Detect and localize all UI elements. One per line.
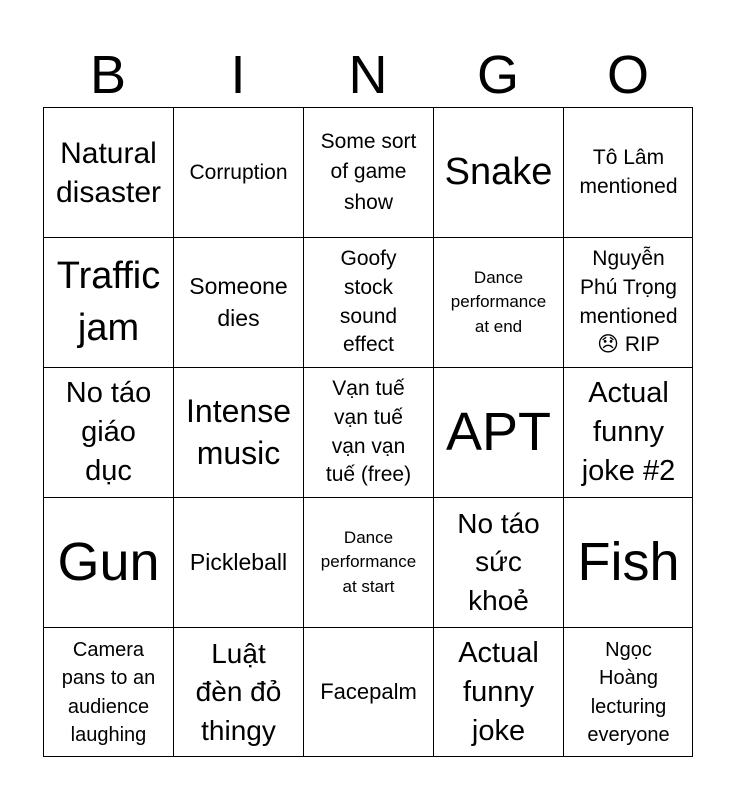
bingo-cell[interactable] xyxy=(563,627,693,757)
cell-text: Tô Lâm mentioned xyxy=(579,146,678,198)
cell-text: Pickleball xyxy=(189,548,288,575)
cell-text: Goofy stock sound effect xyxy=(339,246,398,357)
bingo-cell[interactable] xyxy=(433,367,563,497)
header-letter-o: O xyxy=(606,45,649,105)
cell-text: Ngọc Hoàng lecturing everyone xyxy=(587,638,670,746)
bingo-cell[interactable] xyxy=(173,107,303,237)
cell-text: Fish xyxy=(577,532,680,593)
bingo-cell[interactable] xyxy=(303,497,433,627)
header-letter-b: B xyxy=(89,45,127,105)
cell-text: No táo sức khoẻ xyxy=(457,507,540,616)
bingo-cell[interactable] xyxy=(433,237,563,367)
header-letter-g: G xyxy=(476,45,519,105)
bingo-cell[interactable] xyxy=(303,627,433,757)
bingo-header xyxy=(43,42,693,108)
cell-text: Facepalm xyxy=(320,679,417,705)
cell-text: Vạn tuế vạn tuế vạn vạn tuế (free) xyxy=(325,376,412,487)
bingo-cell[interactable] xyxy=(563,107,693,237)
bingo-cell[interactable] xyxy=(173,497,303,627)
bingo-cell[interactable] xyxy=(43,627,173,757)
bingo-cell[interactable] xyxy=(563,367,693,497)
cell-text: Snake xyxy=(444,150,553,193)
bingo-cell[interactable] xyxy=(173,367,303,497)
cell-text: Traffic jam xyxy=(56,255,161,349)
bingo-cell[interactable] xyxy=(433,497,563,627)
cell-text: Intense music xyxy=(186,392,291,471)
bingo-cell[interactable] xyxy=(173,627,303,757)
bingo-cell[interactable] xyxy=(433,627,563,757)
bingo-cell[interactable] xyxy=(303,237,433,367)
cell-text: Some sort of game show xyxy=(320,129,417,214)
bingo-cell[interactable] xyxy=(563,237,693,367)
cell-text: Camera pans to an audience laughing xyxy=(61,638,156,746)
cell-text: Gun xyxy=(57,532,160,593)
cell-text: Natural disaster xyxy=(55,136,162,209)
bingo-cell[interactable] xyxy=(433,107,563,237)
bingo-cell[interactable] xyxy=(43,497,173,627)
cell-text: Someone dies xyxy=(189,273,288,331)
cell-text: APT xyxy=(445,402,552,463)
cell-text: Actual funny joke #2 xyxy=(581,376,676,488)
bingo-cell[interactable] xyxy=(173,237,303,367)
cell-text: Nguyễn Phú Trọng mentioned 😞 RIP xyxy=(579,246,678,357)
bingo-cell[interactable] xyxy=(303,107,433,237)
cell-text: Corruption xyxy=(189,160,288,184)
bingo-grid xyxy=(43,107,693,757)
bingo-cell[interactable] xyxy=(563,497,693,627)
bingo-cell[interactable] xyxy=(43,237,173,367)
cell-text: Dance performance at end xyxy=(450,267,547,336)
bingo-cell[interactable] xyxy=(43,367,173,497)
header-letter-n: N xyxy=(348,45,388,105)
cell-text: Luật đèn đỏ thingy xyxy=(195,637,282,746)
bingo-cell[interactable] xyxy=(43,107,173,237)
header-letter-i: I xyxy=(230,45,246,105)
bingo-cell[interactable] xyxy=(303,367,433,497)
cell-text: Dance performance at start xyxy=(320,527,417,596)
cell-text: Actual funny joke xyxy=(458,636,539,748)
cell-text: No táo giáo dục xyxy=(65,376,152,488)
